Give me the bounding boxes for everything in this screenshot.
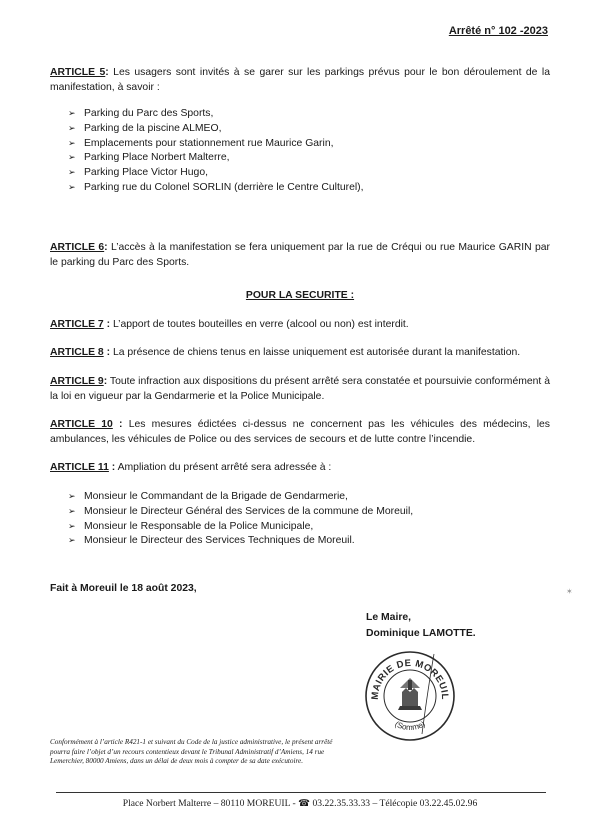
article-10-text: Les mesures édictées ci-dessus ne concernent pas les véhicules des médecins, les ambulances, les véhicules de Police ou des services de secours et de lutte contre l’incendie. <box>50 419 551 445</box>
arrow-bullet-icon: ➢ <box>68 137 76 148</box>
signature-name: Dominique LAMOTTE. <box>366 628 476 639</box>
footer-divider <box>56 792 546 793</box>
svg-text:(Somme) <box>393 719 427 732</box>
list-item: ➢ Emplacements pour stationnement rue Maurice Garin, <box>68 137 334 149</box>
security-section-title: POUR LA SECURITE : <box>245 290 355 301</box>
list-item: ➢ Parking rue du Colonel SORLIN (derrière le Centre Culturel), <box>68 181 364 193</box>
article-10-label: ARTICLE 10 <box>50 419 113 430</box>
list-item: ➢ Monsieur le Directeur des Services Techniques de Moreuil. <box>68 535 355 547</box>
mayor-stamp <box>362 648 458 744</box>
arrow-bullet-icon: ➢ <box>68 152 76 163</box>
list-item: ➢ Parking Place Norbert Malterre, <box>68 152 230 164</box>
footer-address: Place Norbert Malterre – 80110 MOREUIL - <box>122 798 299 809</box>
article-7-label: ARTICLE 7 <box>50 319 104 330</box>
list-item: ➢ Monsieur le Responsable de la Police Municipale, <box>68 520 314 532</box>
list-item: ➢ Parking de la piscine ALMEO, <box>68 122 222 134</box>
stamp-top-text: MAIRIE DE MOREUIL <box>369 657 451 701</box>
arrow-bullet-icon: ➢ <box>68 535 76 546</box>
arrow-bullet-icon: ➢ <box>68 505 76 516</box>
article-11: ARTICLE 11 : Ampliation du présent arrêté sera adressée à : <box>50 462 332 473</box>
place-and-date: Fait à Moreuil le 18 août 2023, <box>50 583 197 594</box>
decree-number: Arrêté n° 102 -2023 <box>448 25 548 37</box>
article-8-text: La présence de chiens tenus en laisse uniquement est autorisée durant la manifestation. <box>110 347 521 358</box>
article-8-label: ARTICLE 8 <box>50 347 104 358</box>
article-5-text: Les usagers sont invités à se garer sur les parkings prévus pour le bon déroulement de la manifestation, à savoir : <box>50 67 550 93</box>
article-6: ARTICLE 6: L’accès à la manifestation se fera uniquement par la rue de Créqui ou rue Maurice GARIN par le parking du Parc des Sports. <box>50 242 550 268</box>
article-11-label: ARTICLE 11 <box>50 462 109 473</box>
arrow-bullet-icon: ➢ <box>68 491 76 501</box>
arrow-bullet-icon: ➢ <box>68 520 76 531</box>
scan-speck: ✶ <box>566 587 573 596</box>
phone-icon: ☎ <box>298 798 311 809</box>
list-item: ➢ Parking du Parc des Sports, <box>68 108 214 119</box>
arrow-bullet-icon: ➢ <box>68 108 76 118</box>
footer-phone: 03.22.35.33.33 – Télécopie 03.22.45.02.96 <box>310 798 478 809</box>
article-8: ARTICLE 8 : La présence de chiens tenus en laisse uniquement est autorisée durant la manifestation. <box>50 347 521 358</box>
recipients-list <box>68 490 528 549</box>
footer-contact <box>0 797 600 811</box>
article-6-text: L’accès à la manifestation se fera uniquement par la rue de Créqui ou rue Maurice GARIN par le parking du Parc des Sports. <box>50 242 550 268</box>
article-5-label: ARTICLE 5 <box>50 67 106 78</box>
legal-notice: Conformément à l’article R421-1 et suivant du Code de la justice administrative, le présent arrêté pourra faire l’objet d’un recours contentieux devant le Tribunal Administratif d’Amiens, 14 rue Lemerchier, 80000 Amiens, dans un délai de deux mois à compter de sa date exécutoire. <box>50 738 333 766</box>
parking-list <box>68 107 528 196</box>
seal-icon <box>362 648 458 744</box>
article-5: ARTICLE 5: Les usagers sont invités à se garer sur les parkings prévus pour le bon déroulement de la manifestation, à savoir : <box>50 67 550 93</box>
list-item: ➢ Monsieur le Directeur Général des Services de la commune de Moreuil, <box>68 505 414 517</box>
article-6-label: ARTICLE 6 <box>50 242 105 253</box>
arrow-bullet-icon: ➢ <box>68 122 76 133</box>
stamp-bottom-text: (Somme) <box>393 719 427 733</box>
article-9: ARTICLE 9: Toute infraction aux dispositions du présent arrêté sera constatée et poursuivie conformément à la loi en vigueur par la Gendarmerie et la Police Municipale. <box>50 376 550 402</box>
article-11-text: Ampliation du présent arrêté sera adressée à : <box>115 462 332 473</box>
article-9-label: ARTICLE 9 <box>50 376 104 387</box>
list-item: ➢ Monsieur le Commandant de la Brigade de Gendarmerie, <box>68 491 348 502</box>
list-item: ➢ Parking Place Victor Hugo, <box>68 167 208 179</box>
arrow-bullet-icon: ➢ <box>68 167 76 178</box>
arrow-bullet-icon: ➢ <box>68 181 76 192</box>
article-7-text: L’apport de toutes bouteilles en verre (alcool ou non) est interdit. <box>110 319 409 330</box>
article-10: ARTICLE 10 : Les mesures édictées ci-dessus ne concernent pas les véhicules des médecins, les ambulances, les véhicules de Police ou des services de secours et de lutte contre l’incendie. <box>50 419 551 445</box>
signature-title: Le Maire, <box>366 612 412 623</box>
article-9-text: Toute infraction aux dispositions du présent arrêté sera constatée et poursuivie conformément à la loi en vigueur par la Gendarmerie et la Police Municipale. <box>50 376 550 402</box>
article-7: ARTICLE 7 : L’apport de toutes bouteilles en verre (alcool ou non) est interdit. <box>50 319 409 330</box>
